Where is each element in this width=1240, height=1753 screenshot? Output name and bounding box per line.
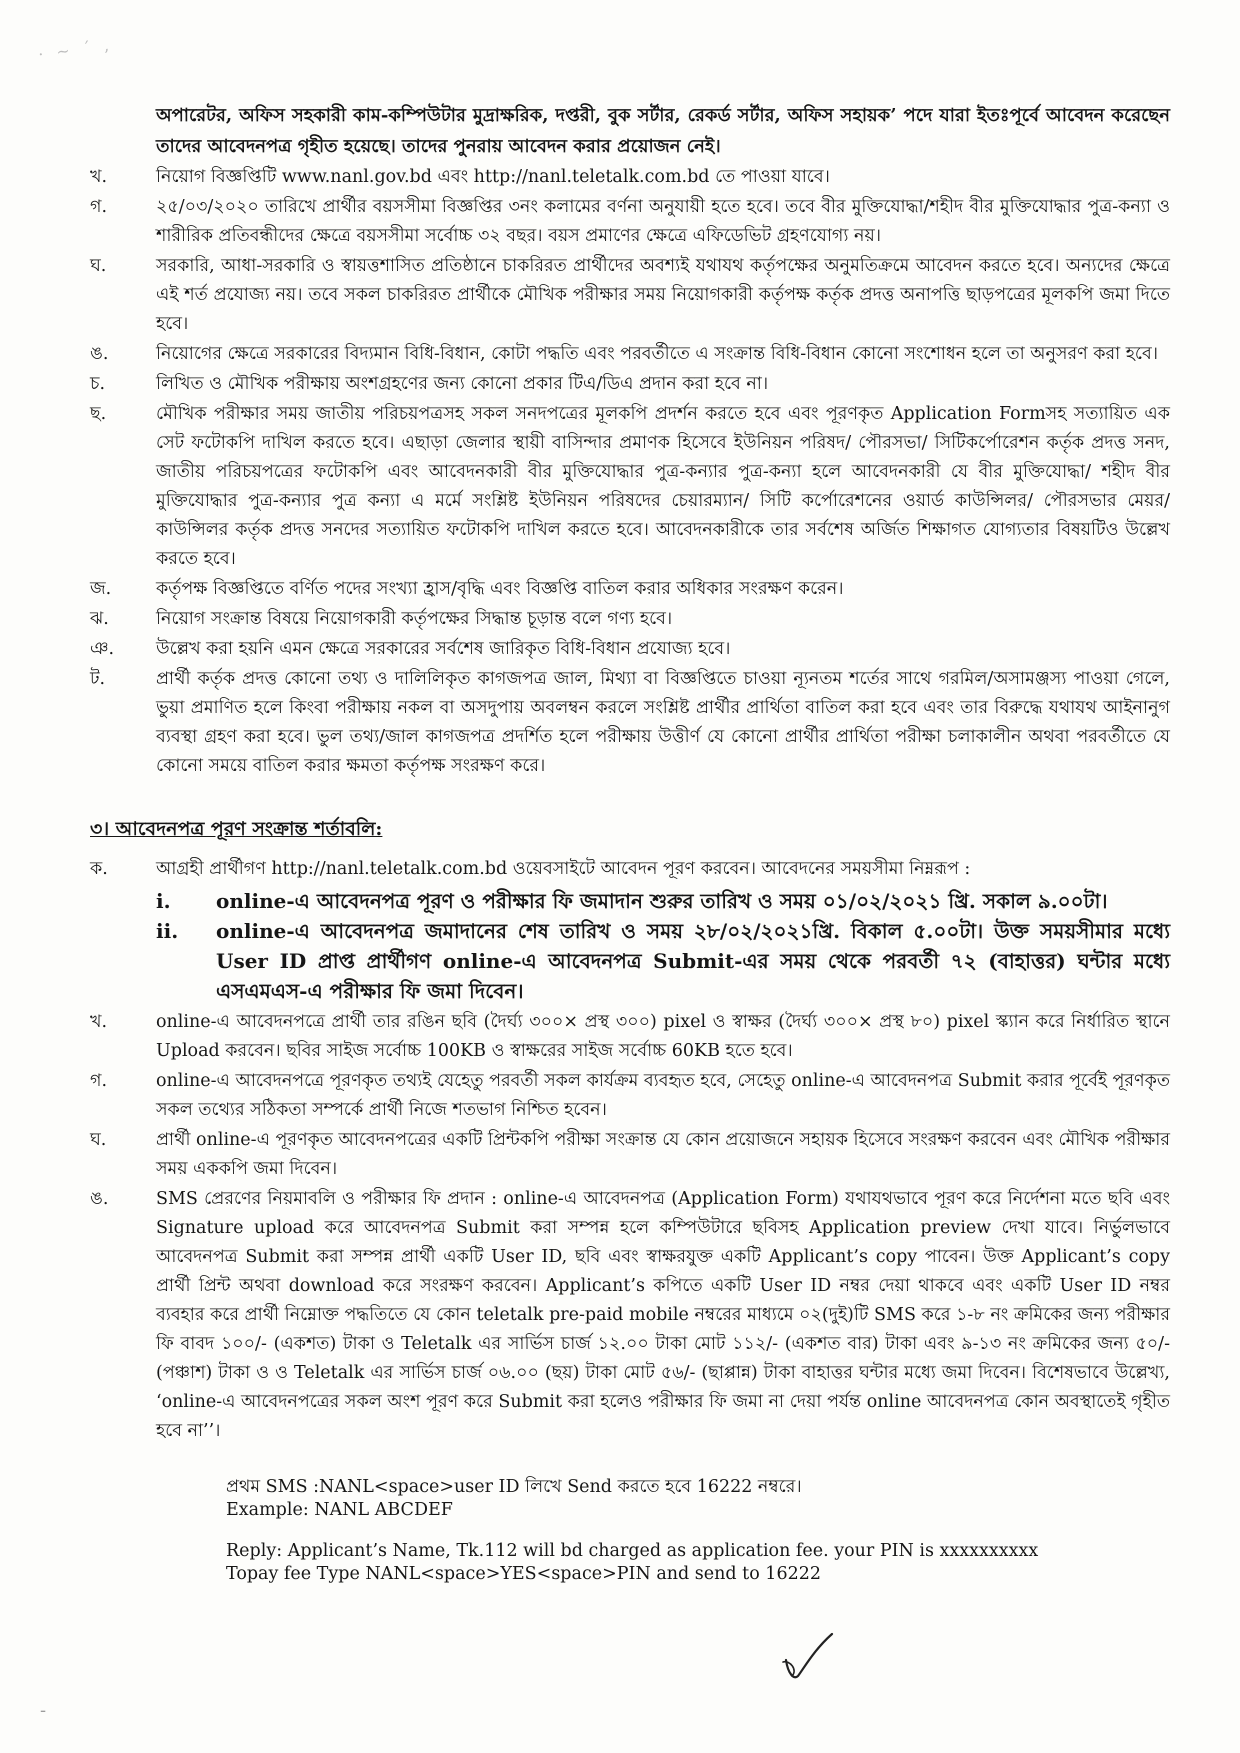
sms-instructions [226,1476,1170,1586]
initial-signature [780,1630,844,1684]
item-text: SMS প্রেরণের নিয়মাবলি ও পরীক্ষার ফি প্রদান : online-এ আবেদনপত্র (Application Form) যথাযথভাবে পূরণ করে নির্দেশনা মতে ছবি এবং Signature upload করে আবেদনপত্র Submit করা সম্পন্ন হলে কম্পিউটারে ছবিসহ Application preview দেখা যাবে। নির্ভুলভাবে আবেদনপত্র Submit করা সম্পন্ন প্রার্থী একটি User ID, ছবি এবং স্বাক্ষরযুক্ত একটি Applicant’s copy পাবেন। উক্ত Applicant’s copy প্রার্থী প্রিন্ট অথবা download করে সংরক্ষণ করবেন। Applicant’s কপিতে একটি User ID নম্বর দেয়া থাকবে এবং একটি User ID নম্বর ব্যবহার করে প্রার্থী নিম্নোক্ত পদ্ধতিতে যে কোন teletalk pre-paid mobile নম্বরের মাধ্যমে ০২(দুই)টি SMS করে ১-৮ নং ক্রমিকের জন্য পরীক্ষার ফি বাবদ ১০০/- (একশত) টাকা ও Teletalk এর সার্ভিস চার্জ ১২.০০ টাকা মোট ১১২/- (একশত বার) টাকা এবং ৯-১৩ নং ক্রমিকের জন্য ৫০/- (পঞ্চাশ) টাকা ও ও Teletalk এর সার্ভিস চার্জ ০৬.০০ (ছয়) টাকা মোট ৫৬/- (ছাপ্পান্ন) টাকা বাহাত্তর ঘন্টার মধ্যে জমা দিবেন। বিশেষভাবে উল্লেখ্য, ‘online-এ আবেদনপত্রের সকল অংশ পূরণ করে Submit করা হলেও পরীক্ষার ফি জমা না দেয়া পর্যন্ত online আবেদনপত্র কোন অবস্থাতেই গৃহীত হবে না’’। [156,1189,1170,1441]
item-text: ২৫/০৩/২০২০ তারিখে প্রার্থীর বয়সসীমা বিজ্ঞপ্তির ৩নং কলামের বর্ণনা অনুযায়ী হতে হবে। তবে বীর মুক্তিযোদ্ধা/শহীদ বীর মুক্তিযোদ্ধার পুত্র-কন্যা ও শারীরিক প্রতিবন্ধীদের ক্ষেত্রে বয়সসীমা সর্বোচ্চ ৩২ বছর। বয়স প্রমাণের ক্ষেত্রে এফিডেভিট গ্রহণযোগ্য নয়। [156,197,1170,246]
list-item [90,635,1170,664]
item-text: প্রার্থী কর্তৃক প্রদত্ত কোনো তথ্য ও দালিলিকৃত কাগজপত্র জাল, মিথ্যা বা বিজ্ঞপ্তিতে চাওয়া ন্যূনতম শর্তের সাথে গরমিল/অসামঞ্জস্য পাওয়া গেলে, ভুয়া প্রমাণিত হলে কিংবা পরীক্ষায় নকল বা অসদুপায় অবলম্বন করলে সংশ্লিষ্ট প্রার্থীর প্রার্থিতা বাতিল করা হবে এবং তার বিরুদ্ধে যথাযথ আইনানুগ ব্যবস্থা গ্রহণ করা হবে। ভুল তথ্য/জাল কাগজপত্র প্রদর্শিত হলে পরীক্ষায় উত্তীর্ণ যে কোনো প্রার্থীর প্রার্থিতা পরীক্ষা চলাকালীন অথবা পরবর্তীতে যে কোনো সময়ে বাতিল করার ক্ষমতা কর্তৃপক্ষ সংরক্ষণ করে। [156,669,1170,776]
list-item [90,340,1170,369]
deadline-item [90,916,1170,1006]
item-marker: ট. [90,669,106,689]
list-item [90,1126,1170,1184]
roman-numeral: ii. [156,919,179,943]
list-item [90,1185,1170,1446]
list-item [90,252,1170,339]
section-heading: ৩। আবেদনপত্র পূরণ সংক্রান্ত শর্তাবলি: [90,818,383,840]
item-marker: ঘ. [90,1130,107,1150]
item-marker: ক. [90,859,108,879]
list-item [90,575,1170,604]
item-marker: চ. [90,374,106,394]
section-3 [90,815,1170,1446]
deadline-text: online-এ আবেদনপত্র জমাদানের শেষ তারিখ ও সময় ২৮/০২/২০২১খ্রি. বিকাল ৫.০০টা। উক্ত সময়সীমার মধ্যে User ID প্রাপ্ত প্রার্থীগণ online-এ আবেদনপত্র Submit-এর সময় থেকে পরবর্তী ৭২ (বাহাত্তর) ঘন্টার মধ্যে এসএমএস-এ পরীক্ষার ফি জমা দিবেন। [216,919,1170,1003]
sms-first-line: প্রথম SMS :NANL<space>user ID লিখে Send করতে হবে 16222 নম্বরে। [226,1477,802,1497]
item-marker: ঞ. [90,639,115,659]
intro-paragraph: অপারেটর, অফিস সহকারী কাম-কম্পিউটার মুদ্রাক্ষরিক, দপ্তরী, বুক সর্টার, রেকর্ড সর্টার, অফিস সহায়ক’ পদে যারা ইতঃপূর্বে আবেদন করেছেন তাদের আবেদনপত্র গৃহীত হয়েছে। তাদের পুনরায় আবেদন করার প্রয়োজন নেই। [156,105,1170,157]
item-marker: ঙ. [90,1189,109,1209]
deadline-list [90,886,1170,1006]
item-marker: গ. [90,1071,108,1091]
list-item [90,665,1170,781]
item-text: নিয়োগ বিজ্ঞপ্তিটি www.nanl.gov.bd এবং http://nanl.teletalk.com.bd তে পাওয়া যাবে। [156,167,830,187]
item-marker: ছ. [90,404,107,424]
list-item [90,605,1170,634]
scan-mark: - [40,1700,47,1721]
item-marker: ঘ. [90,256,107,276]
list-item [90,1067,1170,1125]
list-item [90,163,1170,192]
item-text: আগ্রহী প্রার্থীগণ http://nanl.teletalk.com.bd ওয়েবসাইটে আবেদন পূরণ করবেন। আবেদনের সময়সীমা নিম্নরূপ : [156,859,971,879]
sms-reply: Reply: Applicant’s Name, Tk.112 will bd charged as application fee. your PIN is xxxxxxxxxx [226,1541,1039,1561]
item-marker: ঝ. [90,609,109,629]
item-text: লিখিত ও মৌখিক পরীক্ষায় অংশগ্রহণের জন্য কোনো প্রকার টিএ/ডিএ প্রদান করা হবে না। [156,374,769,394]
item-marker: খ. [90,167,108,187]
document-content [90,100,1170,1586]
item-marker: ঙ. [90,344,109,364]
list-item [90,370,1170,399]
item-text: প্রার্থী online-এ পূরণকৃত আবেদনপত্রের একটি প্রিন্টকপি পরীক্ষা সংক্রান্ত যে কোন প্রয়োজনে সহায়ক হিসেবে সংরক্ষণ করবেন এবং মৌখিক পরীক্ষার সময় এককপি জমা দিবেন। [156,1130,1170,1179]
item-text: নিয়োগের ক্ষেত্রে সরকারের বিদ্যমান বিধি-বিধান, কোটা পদ্ধতি এবং পরবর্তীতে এ সংক্রান্ত বিধি-বিধান কোনো সংশোধন হলে তা অনুসরণ করা হবে। [156,344,1158,364]
conditions-list [90,163,1170,781]
item-text: কর্তৃপক্ষ বিজ্ঞপ্তিতে বর্ণিত পদের সংখ্যা হ্রাস/বৃদ্ধি এবং বিজ্ঞপ্তি বাতিল করার অধিকার সংরক্ষণ করেন। [156,579,844,599]
list-item [90,400,1170,574]
roman-numeral: i. [156,889,171,913]
item-text: online-এ আবেদনপত্রে পূরণকৃত তথ্যই যেহেতু পরবর্তী সকল কার্যক্রম ব্যবহৃত হবে, সেহেতু online-এ আবেদনপত্র Submit করার পূর্বেই পূরণকৃত সকল তথ্যের সঠিকতা সম্পর্কে প্রার্থী নিজে শতভাগ নিশ্চিত হবেন। [156,1071,1170,1120]
sms-topay: Topay fee Type NANL<space>YES<space>PIN and send to 16222 [226,1564,821,1584]
list-item [90,855,1170,884]
item-marker: গ. [90,197,108,217]
deadline-text: online-এ আবেদনপত্র পূরণ ও পরীক্ষার ফি জমাদান শুরুর তারিখ ও সময় ০১/০২/২০২১ খ্রি. সকাল ৯.০০টা। [216,889,1108,913]
sms-example: Example: NANL ABCDEF [226,1500,453,1520]
item-marker: জ. [90,579,112,599]
item-text: নিয়োগ সংক্রান্ত বিষয়ে নিয়োগকারী কর্তৃপক্ষের সিদ্ধান্ত চূড়ান্ত বলে গণ্য হবে। [156,609,673,629]
scan-marks: · ~ ´ ‚ [37,34,114,65]
item-text: মৌখিক পরীক্ষার সময় জাতীয় পরিচয়পত্রসহ সকল সনদপত্রের মূলকপি প্রদর্শন করতে হবে এবং পূরণকৃত Application Formসহ সত্যায়িত এক সেট ফটোকপি দাখিল করতে হবে। এছাড়া জেলার স্থায়ী বাসিন্দার প্রমাণক হিসেবে ইউনিয়ন পরিষদ/ পৌরসভা/ সিটিকর্পোরেশন কর্তৃক প্রদত্ত সনদ, জাতীয় পরিচয়পত্রের ফটোকপি এবং আবেদনকারী বীর মুক্তিযোদ্ধার পুত্র-কন্যার পুত্র-কন্যা হলে আবেদনকারী যে বীর মুক্তিযোদ্ধা/ শহীদ বীর মুক্তিযোদ্ধার পুত্র-কন্যার পুত্র কন্যা এ মর্মে সংশ্লিষ্ট ইউনিয়ন পরিষদের চেয়ারম্যান/ সিটি কর্পোরেশনের ওয়ার্ড কাউন্সিলর/ পৌরসভার মেয়র/ কাউন্সিলর কর্তৃক প্রদত্ত সনদের সত্যায়িত ফটোকপি দাখিল করতে হবে। আবেদনকারীকে তার সর্বশেষ অর্জিত শিক্ষাগত যোগ্যতার বিষয়টিও উল্লেখ করতে হবে। [156,404,1170,569]
list-item [90,193,1170,251]
item-text: উল্লেখ করা হয়নি এমন ক্ষেত্রে সরকারের সর্বশেষ জারিকৃত বিধি-বিধান প্রযোজ্য হবে। [156,639,731,659]
item-text: online-এ আবেদনপত্রে প্রার্থী তার রঙিন ছবি (দৈর্ঘ্য ৩০০× প্রস্থ ৩০০) pixel ও স্বাক্ষর (দৈর্ঘ্য ৩০০× প্রস্থ ৮০) pixel স্ক্যান করে নির্ধারিত স্থানে Upload করবেন। ছবির সাইজ সর্বোচ্চ 100KB ও স্বাক্ষরের সাইজ সর্বোচ্চ 60KB হতে হবে। [156,1012,1170,1061]
item-marker: খ. [90,1012,108,1032]
item-text: সরকারি, আধা-সরকারি ও স্বায়ত্তশাসিত প্রতিষ্ঠানে চাকরিরত প্রার্থীদের অবশ্যই যথাযথ কর্তৃপক্ষের অনুমতিক্রমে আবেদন করতে হবে। অন্যদের ক্ষেত্রে এই শর্ত প্রযোজ্য নয়। তবে সকল চাকরিরত প্রার্থীকে মৌখিক পরীক্ষার সময় নিয়োগকারী কর্তৃপক্ষ কর্তৃক প্রদত্ত অনাপত্তি ছাড়পত্রের মূলকপি জমা দিতে হবে। [156,256,1170,334]
deadline-item [90,886,1170,916]
list-item [90,1008,1170,1066]
